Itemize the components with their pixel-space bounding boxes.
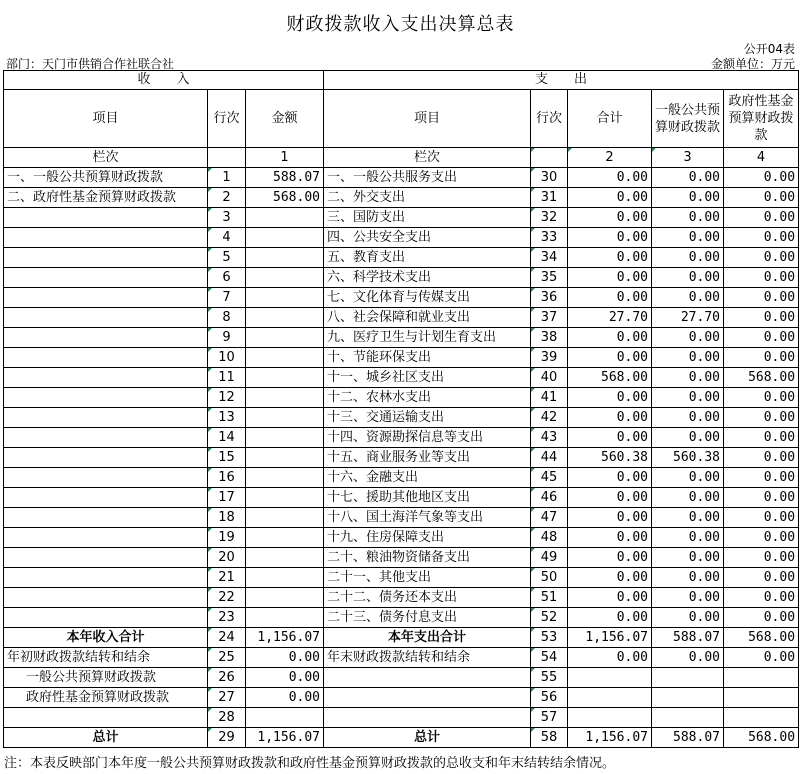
exp-line-cell: 33 [531, 228, 568, 248]
income-item-cell [4, 588, 208, 608]
income-line-cell: 20 [208, 548, 246, 568]
exp-item-cell: 二十、粮油物资储备支出 [324, 548, 531, 568]
exp-general-cell: 0.00 [652, 348, 724, 368]
income-line-cell: 6 [208, 268, 246, 288]
income-item-cell: 总计 [4, 728, 208, 748]
income-item-cell [4, 428, 208, 448]
exp-total-cell: 0.00 [568, 468, 652, 488]
header-income-item: 项目 [4, 90, 208, 148]
exp-item-cell: 十六、金融支出 [324, 468, 531, 488]
income-item-cell [4, 508, 208, 528]
exp-total-cell [568, 668, 652, 688]
income-item-cell: 年初财政拨款结转和结余 [4, 648, 208, 668]
exp-general-cell: 27.70 [652, 308, 724, 328]
exp-line-cell: 48 [531, 528, 568, 548]
income-item-cell [4, 248, 208, 268]
income-item-cell [4, 408, 208, 428]
income-amount-cell [246, 388, 324, 408]
exp-line-cell: 43 [531, 428, 568, 448]
exp-total-cell: 0.00 [568, 508, 652, 528]
exp-general-cell: 0.00 [652, 428, 724, 448]
exp-general-cell: 0.00 [652, 248, 724, 268]
exp-item-cell: 八、社会保障和就业支出 [324, 308, 531, 328]
carryover-row [4, 668, 799, 688]
exp-item-cell: 二十一、其他支出 [324, 568, 531, 588]
income-amount-cell [246, 208, 324, 228]
exp-item-cell: 十四、资源勘探信息等支出 [324, 428, 531, 448]
income-line-cell: 7 [208, 288, 246, 308]
exp-fund-cell: 0.00 [724, 228, 799, 248]
exp-item-cell: 十八、国土海洋气象等支出 [324, 508, 531, 528]
table-row [4, 588, 799, 608]
exp-item-cell: 二十二、债务还本支出 [324, 588, 531, 608]
income-item-cell [4, 268, 208, 288]
table-row [4, 408, 799, 428]
exp-total-cell: 0.00 [568, 288, 652, 308]
income-amount-cell [246, 368, 324, 388]
exp-fund-cell: 0.00 [724, 168, 799, 188]
exp-fund-cell: 0.00 [724, 188, 799, 208]
section-expense: 支 出 [324, 71, 799, 90]
exp-total-cell: 0.00 [568, 228, 652, 248]
exp-line-cell: 46 [531, 488, 568, 508]
income-amount-cell [246, 608, 324, 628]
exp-fund-cell: 0.00 [724, 328, 799, 348]
income-line-cell: 3 [208, 208, 246, 228]
income-amount-cell [246, 588, 324, 608]
exp-item-cell: 十七、援助其他地区支出 [324, 488, 531, 508]
exp-item-cell [324, 688, 531, 708]
exp-general-cell: 0.00 [652, 548, 724, 568]
exp-fund-cell: 568.00 [724, 728, 799, 748]
income-item-cell [4, 608, 208, 628]
income-amount-cell: 1,156.07 [246, 728, 324, 748]
table-row [4, 248, 799, 268]
income-amount-cell [246, 448, 324, 468]
income-amount-cell [246, 308, 324, 328]
exp-item-cell [324, 668, 531, 688]
exp-general-cell: 0.00 [652, 528, 724, 548]
year-total-row [4, 628, 799, 648]
colno-blank-right [531, 148, 568, 168]
table-row [4, 188, 799, 208]
department-label: 部门：天门市供销合作社联合社 [6, 57, 175, 71]
report-title: 财政拨款收入支出决算总表 [286, 14, 515, 35]
exp-line-cell: 55 [531, 668, 568, 688]
exp-fund-cell: 0.00 [724, 548, 799, 568]
header-exp-item: 项目 [324, 90, 531, 148]
exp-fund-cell: 0.00 [724, 488, 799, 508]
exp-general-cell: 0.00 [652, 228, 724, 248]
carryover-row [4, 688, 799, 708]
exp-fund-cell: 0.00 [724, 568, 799, 588]
income-amount-cell [246, 528, 324, 548]
exp-general-cell [652, 688, 724, 708]
exp-fund-cell: 568.00 [724, 368, 799, 388]
exp-fund-cell: 0.00 [724, 388, 799, 408]
colno-label-left: 栏次 [4, 148, 208, 168]
exp-fund-cell [724, 708, 799, 728]
income-line-cell: 21 [208, 568, 246, 588]
income-amount-cell: 1,156.07 [246, 628, 324, 648]
exp-line-cell: 53 [531, 628, 568, 648]
exp-line-cell: 41 [531, 388, 568, 408]
income-item-cell: 一般公共预算财政拨款 [4, 668, 208, 688]
income-line-cell: 9 [208, 328, 246, 348]
income-line-cell: 26 [208, 668, 246, 688]
colno-blank [208, 148, 246, 168]
exp-item-cell: 十二、农林水支出 [324, 388, 531, 408]
exp-total-cell: 0.00 [568, 208, 652, 228]
table-row [4, 368, 799, 388]
income-item-cell [4, 708, 208, 728]
income-item-cell [4, 488, 208, 508]
exp-fund-cell: 0.00 [724, 208, 799, 228]
exp-general-cell: 0.00 [652, 188, 724, 208]
exp-line-cell: 42 [531, 408, 568, 428]
exp-fund-cell: 0.00 [724, 528, 799, 548]
exp-line-cell: 32 [531, 208, 568, 228]
income-line-cell: 19 [208, 528, 246, 548]
table-row [4, 468, 799, 488]
exp-line-cell: 49 [531, 548, 568, 568]
table-row [4, 208, 799, 228]
carryover-row [4, 648, 799, 668]
exp-line-cell: 39 [531, 348, 568, 368]
exp-general-cell: 588.07 [652, 628, 724, 648]
colno-2: 2 [568, 148, 652, 168]
exp-fund-cell: 0.00 [724, 448, 799, 468]
exp-total-cell: 560.38 [568, 448, 652, 468]
exp-fund-cell: 0.00 [724, 508, 799, 528]
income-line-cell: 1 [208, 168, 246, 188]
exp-line-cell: 38 [531, 328, 568, 348]
exp-item-cell: 十五、商业服务业等支出 [324, 448, 531, 468]
income-amount-cell [246, 508, 324, 528]
exp-total-cell: 27.70 [568, 308, 652, 328]
table-row [4, 528, 799, 548]
header-exp-total: 合计 [568, 90, 652, 148]
exp-general-cell: 0.00 [652, 208, 724, 228]
income-item-cell: 一、一般公共预算财政拨款 [4, 168, 208, 188]
column-number-row [4, 148, 799, 168]
income-item-cell [4, 328, 208, 348]
income-item-cell [4, 448, 208, 468]
income-line-cell: 14 [208, 428, 246, 448]
income-item-cell [4, 528, 208, 548]
income-amount-cell [246, 268, 324, 288]
exp-fund-cell: 0.00 [724, 648, 799, 668]
income-amount-cell: 588.07 [246, 168, 324, 188]
table-row [4, 488, 799, 508]
grand-total-row [4, 728, 799, 748]
income-item-cell [4, 308, 208, 328]
income-item-cell [4, 568, 208, 588]
income-item-cell [4, 228, 208, 248]
exp-line-cell: 37 [531, 308, 568, 328]
exp-total-cell: 0.00 [568, 348, 652, 368]
income-line-cell: 22 [208, 588, 246, 608]
exp-item-cell: 十九、住房保障支出 [324, 528, 531, 548]
exp-total-cell: 0.00 [568, 428, 652, 448]
colno-1: 1 [246, 148, 324, 168]
exp-total-cell: 0.00 [568, 248, 652, 268]
exp-line-cell: 57 [531, 708, 568, 728]
exp-general-cell: 0.00 [652, 488, 724, 508]
income-line-cell: 11 [208, 368, 246, 388]
income-amount-cell [246, 408, 324, 428]
income-line-cell: 28 [208, 708, 246, 728]
income-line-cell: 5 [208, 248, 246, 268]
exp-fund-cell: 0.00 [724, 308, 799, 328]
income-item-cell [4, 548, 208, 568]
income-line-cell: 24 [208, 628, 246, 648]
table-row [4, 348, 799, 368]
exp-item-cell: 六、科学技术支出 [324, 268, 531, 288]
exp-total-cell: 0.00 [568, 608, 652, 628]
income-item-cell [4, 368, 208, 388]
income-line-cell: 2 [208, 188, 246, 208]
exp-general-cell [652, 668, 724, 688]
income-item-cell [4, 348, 208, 368]
exp-general-cell: 588.07 [652, 728, 724, 748]
income-line-cell: 13 [208, 408, 246, 428]
exp-fund-cell [724, 688, 799, 708]
exp-item-cell: 本年支出合计 [324, 628, 531, 648]
exp-total-cell: 0.00 [568, 528, 652, 548]
exp-line-cell: 36 [531, 288, 568, 308]
exp-general-cell: 0.00 [652, 328, 724, 348]
income-line-cell: 12 [208, 388, 246, 408]
exp-fund-cell: 0.00 [724, 288, 799, 308]
exp-fund-cell: 568.00 [724, 628, 799, 648]
exp-general-cell [652, 708, 724, 728]
table-row [4, 328, 799, 348]
income-amount-cell [246, 568, 324, 588]
income-amount-cell [246, 488, 324, 508]
table-row [4, 388, 799, 408]
colno-3: 3 [652, 148, 724, 168]
exp-line-cell: 47 [531, 508, 568, 528]
exp-fund-cell: 0.00 [724, 248, 799, 268]
header-exp-line: 行次 [531, 90, 568, 148]
header-exp-fund: 政府性基金预算财政拨款 [724, 90, 799, 148]
income-line-cell: 8 [208, 308, 246, 328]
exp-total-cell: 0.00 [568, 548, 652, 568]
exp-item-cell: 十三、交通运输支出 [324, 408, 531, 428]
exp-line-cell: 54 [531, 648, 568, 668]
table-row [4, 308, 799, 328]
exp-total-cell: 0.00 [568, 268, 652, 288]
table-row [4, 608, 799, 628]
exp-total-cell: 0.00 [568, 588, 652, 608]
income-line-cell: 17 [208, 488, 246, 508]
income-line-cell: 27 [208, 688, 246, 708]
exp-general-cell: 0.00 [652, 608, 724, 628]
exp-total-cell: 0.00 [568, 328, 652, 348]
income-amount-cell [246, 288, 324, 308]
exp-line-cell: 56 [531, 688, 568, 708]
exp-line-cell: 58 [531, 728, 568, 748]
exp-item-cell: 年末财政拨款结转和结余 [324, 648, 531, 668]
exp-fund-cell: 0.00 [724, 468, 799, 488]
table-row [4, 168, 799, 188]
income-amount-cell: 0.00 [246, 648, 324, 668]
income-line-cell: 15 [208, 448, 246, 468]
carryover-row [4, 708, 799, 728]
exp-total-cell: 0.00 [568, 168, 652, 188]
exp-total-cell: 0.00 [568, 388, 652, 408]
table-row [4, 448, 799, 468]
header-income-line: 行次 [208, 90, 246, 148]
exp-general-cell: 0.00 [652, 368, 724, 388]
table-row [4, 508, 799, 528]
income-item-cell: 本年收入合计 [4, 628, 208, 648]
exp-line-cell: 52 [531, 608, 568, 628]
header-exp-general: 一般公共预算财政拨款 [652, 90, 724, 148]
income-line-cell: 25 [208, 648, 246, 668]
exp-line-cell: 51 [531, 588, 568, 608]
exp-total-cell: 1,156.07 [568, 728, 652, 748]
income-amount-cell [246, 328, 324, 348]
exp-general-cell: 0.00 [652, 508, 724, 528]
fiscal-summary-table [3, 70, 799, 748]
income-line-cell: 4 [208, 228, 246, 248]
exp-total-cell: 0.00 [568, 408, 652, 428]
exp-line-cell: 50 [531, 568, 568, 588]
exp-line-cell: 31 [531, 188, 568, 208]
income-line-cell: 16 [208, 468, 246, 488]
exp-item-cell: 三、国防支出 [324, 208, 531, 228]
header-income-amount: 金额 [246, 90, 324, 148]
exp-total-cell: 0.00 [568, 648, 652, 668]
income-amount-cell [246, 348, 324, 368]
form-code: 公开04表 [743, 42, 795, 56]
exp-general-cell: 0.00 [652, 288, 724, 308]
exp-fund-cell: 0.00 [724, 268, 799, 288]
income-amount-cell: 0.00 [246, 688, 324, 708]
exp-fund-cell [724, 668, 799, 688]
exp-fund-cell: 0.00 [724, 408, 799, 428]
exp-total-cell: 568.00 [568, 368, 652, 388]
exp-fund-cell: 0.00 [724, 428, 799, 448]
unit-label: 金额单位：万元 [710, 57, 795, 71]
exp-item-cell: 五、教育支出 [324, 248, 531, 268]
exp-line-cell: 34 [531, 248, 568, 268]
table-row [4, 268, 799, 288]
exp-line-cell: 30 [531, 168, 568, 188]
income-line-cell: 18 [208, 508, 246, 528]
income-amount-cell [246, 428, 324, 448]
exp-general-cell: 0.00 [652, 588, 724, 608]
income-item-cell [4, 208, 208, 228]
exp-total-cell [568, 708, 652, 728]
exp-line-cell: 35 [531, 268, 568, 288]
exp-total-cell [568, 688, 652, 708]
colno-4: 4 [724, 148, 799, 168]
exp-total-cell: 0.00 [568, 568, 652, 588]
income-amount-cell [246, 228, 324, 248]
exp-general-cell: 0.00 [652, 468, 724, 488]
section-income: 收 入 [4, 71, 324, 90]
exp-item-cell: 总计 [324, 728, 531, 748]
exp-general-cell: 0.00 [652, 408, 724, 428]
exp-line-cell: 44 [531, 448, 568, 468]
exp-total-cell: 0.00 [568, 488, 652, 508]
exp-item-cell: 七、文化体育与传媒支出 [324, 288, 531, 308]
exp-item-cell: 十一、城乡社区支出 [324, 368, 531, 388]
table-row [4, 428, 799, 448]
income-line-cell: 29 [208, 728, 246, 748]
exp-general-cell: 0.00 [652, 268, 724, 288]
income-amount-cell [246, 548, 324, 568]
income-item-cell [4, 388, 208, 408]
exp-general-cell: 560.38 [652, 448, 724, 468]
income-amount-cell [246, 708, 324, 728]
exp-item-cell: 二、外交支出 [324, 188, 531, 208]
exp-item-cell: 九、医疗卫生与计划生育支出 [324, 328, 531, 348]
income-item-cell: 政府性基金预算财政拨款 [4, 688, 208, 708]
income-amount-cell [246, 468, 324, 488]
income-line-cell: 23 [208, 608, 246, 628]
income-amount-cell: 0.00 [246, 668, 324, 688]
exp-line-cell: 45 [531, 468, 568, 488]
income-amount-cell: 568.00 [246, 188, 324, 208]
exp-general-cell: 0.00 [652, 648, 724, 668]
exp-total-cell: 1,156.07 [568, 628, 652, 648]
column-header-row [4, 90, 799, 148]
income-line-cell: 10 [208, 348, 246, 368]
table-row [4, 288, 799, 308]
income-item-cell: 二、政府性基金预算财政拨款 [4, 188, 208, 208]
income-amount-cell [246, 248, 324, 268]
exp-item-cell: 二十三、债务付息支出 [324, 608, 531, 628]
exp-item-cell: 四、公共安全支出 [324, 228, 531, 248]
income-item-cell [4, 468, 208, 488]
exp-item-cell: 一、一般公共服务支出 [324, 168, 531, 188]
table-row [4, 568, 799, 588]
exp-fund-cell: 0.00 [724, 608, 799, 628]
exp-fund-cell: 0.00 [724, 348, 799, 368]
exp-general-cell: 0.00 [652, 388, 724, 408]
exp-total-cell: 0.00 [568, 188, 652, 208]
colno-label-right: 栏次 [324, 148, 531, 168]
exp-line-cell: 40 [531, 368, 568, 388]
table-row [4, 548, 799, 568]
exp-fund-cell: 0.00 [724, 588, 799, 608]
section-header-row [4, 71, 799, 90]
table-row [4, 228, 799, 248]
exp-item-cell: 十、节能环保支出 [324, 348, 531, 368]
exp-general-cell: 0.00 [652, 568, 724, 588]
exp-general-cell: 0.00 [652, 168, 724, 188]
exp-item-cell [324, 708, 531, 728]
footnote: 注：本表反映部门本年度一般公共预算财政拨款和政府性基金预算财政拨款的总收支和年末结转结余情况。 [4, 756, 616, 771]
income-item-cell [4, 288, 208, 308]
